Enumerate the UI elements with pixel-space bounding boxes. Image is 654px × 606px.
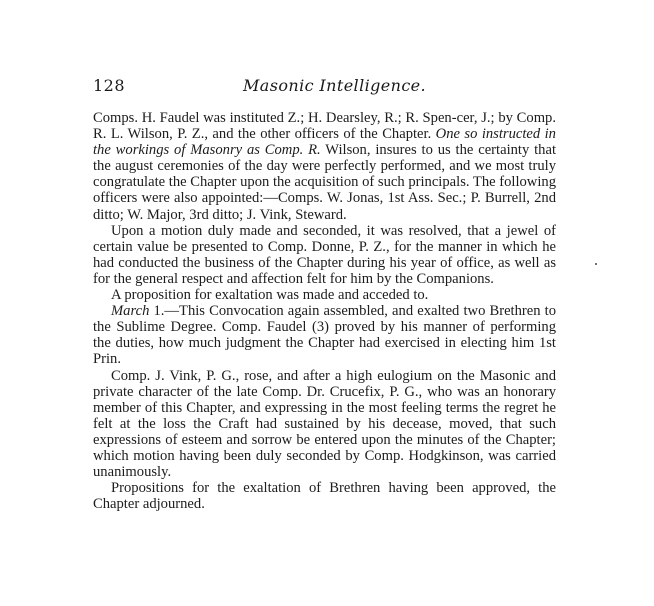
italic-text-run: One so instructed in the workings of Masonry as Comp. R. (93, 126, 556, 159)
paragraph-proposition (93, 287, 556, 303)
running-head: Masonic Intelligence. (243, 76, 427, 95)
paragraph-adjournment (93, 480, 556, 512)
text-run: Comp. J. Vink, P. G., rose, and after a high eulogium on the Masonic and private character of the late Comp. Dr. Crucefix, P. G., who was an honorary member of this Chapter, and expressing in the most feeling terms the regret he felt at the loss the Craft had sustained by his decease, moved, that such expressions of esteem and sorrow be entered upon the minutes of the Chapter; which motion having been duly seconded by Comp. Hodgkinson, was carried unanimously. (93, 367, 556, 481)
article-body (93, 110, 556, 512)
text-run: 1.—This Convocation again assembled, and exalted two Brethren to the Sublime Degree. Comp. Faudel (3) proved by his manner of performing the duties, how much judgment the Chapter had exercised in electing him 1st Prin. (93, 303, 556, 368)
page-header (93, 76, 559, 96)
ink-speck (595, 263, 597, 265)
paragraph-march-convocation (93, 303, 556, 367)
page-number: 128 (93, 76, 126, 95)
text-run: Wilson, insures to us the certainty that the august ceremonies of the day were perfectly performed, and we most truly congratulate the Chapter upon the acquisition of such principals. The following officers were also appointed:—Comps. W. Jonas, 1st Ass. Sec.; P. Burrell, 2nd ditto; W. Major, 3rd ditto; J. Vink, Steward. (93, 142, 556, 223)
text-run: Propositions for the exaltation of Brethren having been approved, the Chapter adjourned. (93, 480, 556, 513)
italic-text-run: March (111, 303, 150, 320)
text-run: Comps. H. Faudel was instituted Z.; H. Dearsley, R.; R. Spen-cer, J.; by Comp. R. L. Wilson, P. Z., and the other officers of the Chapter. (93, 110, 556, 143)
paragraph-jewel-resolution (93, 223, 556, 287)
paragraph-eulogium (93, 368, 556, 481)
paragraph-officers (93, 110, 556, 223)
text-run: Upon a motion duly made and seconded, it was resolved, that a jewel of certain value be presented to Comp. Donne, P. Z., for the manner in which he had conducted the business of the Chapter during his year of office, as well as for the general respect and affection felt for him by the Companions. (93, 222, 556, 287)
text-run: A proposition for exaltation was made and acceded to. (111, 287, 429, 304)
